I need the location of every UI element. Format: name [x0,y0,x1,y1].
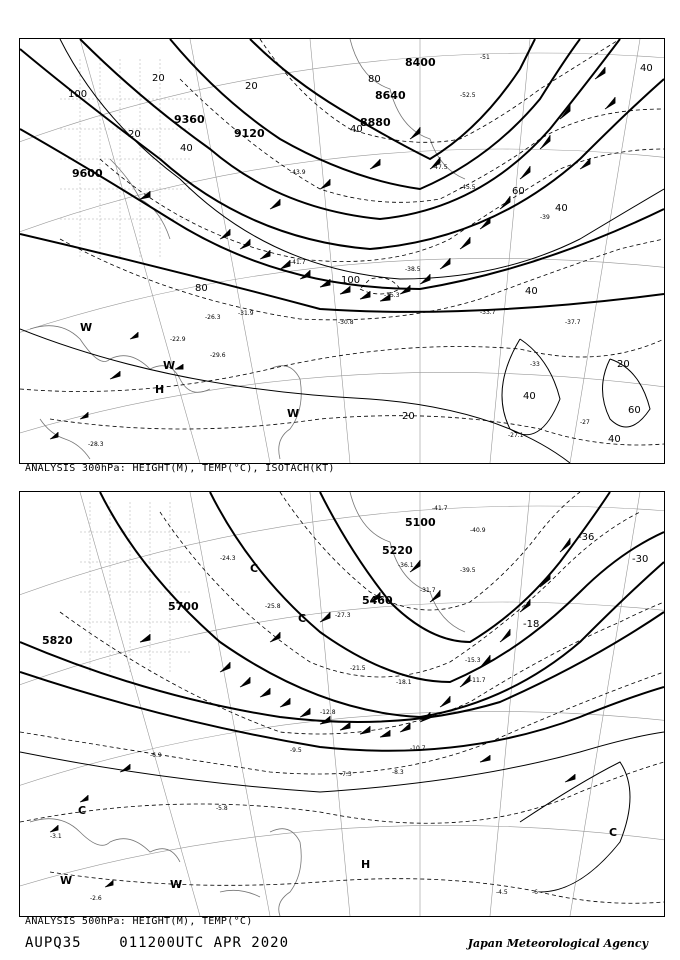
obs-temp: -29.6 [210,352,226,359]
obs-temp: -30.8 [338,319,354,326]
valid-time: 011200UTC APR 2020 [119,935,290,951]
isotach-label: 80 [195,283,208,294]
temp-contour-label-group [523,532,648,630]
obs-temp: -18.1 [396,679,412,686]
isotach-label: 20 [617,359,630,370]
height-contours [20,39,664,312]
obs-temp: -31.9 [238,310,254,317]
isotach-label: 60 [512,186,525,197]
cold-center: C [78,804,87,817]
obs-temp: -27.3 [335,612,351,619]
wind-barbs [50,67,615,439]
caption-500hpa: ANALYSIS 500hPa: HEIGHT(M), TEMP(°C) [25,916,253,927]
warm-center: W [60,874,73,887]
isotach-label: 40 [523,391,536,402]
height-label-5820: 5820 [42,634,73,647]
obs-temp: -40.9 [470,527,486,534]
obs-temp: -52.5 [460,92,476,99]
obs-temp: -12.8 [320,709,336,716]
isotach-label: 80 [368,74,381,85]
height-label-group [72,56,436,180]
obs-temp: -24.3 [220,555,236,562]
high-center: H [361,858,371,871]
isotach-label: 40 [525,286,538,297]
obs-temp: -11.7 [470,677,486,684]
obs-temp: -33 [530,361,540,368]
chart-code [25,935,289,951]
obs-temp: -27 [580,419,590,426]
obs-temp: -7.3 [340,771,352,778]
isotach-label: 60 [628,405,641,416]
agency-name: Japan Meteorological Agency [467,937,648,950]
wind-barbs [50,538,575,887]
isotach-label: 20 [128,129,141,140]
obs-temp: -5.8 [216,805,228,812]
height-label-9360: 9360 [174,113,205,126]
map-300hpa-svg [20,39,664,463]
isotach-label: 20 [245,81,258,92]
obs-temp: -28.3 [88,441,104,448]
warm-center: W [287,407,300,420]
warm-center: W [163,359,176,372]
caption-300hpa: ANALYSIS 300hPa: HEIGHT(M), TEMP(°C), ISOTACH(KT) [25,463,335,474]
obs-temp: -25.8 [265,603,281,610]
graticule [20,39,664,463]
product-code: AUPQ35 [25,935,82,951]
obs-temp: -33.7 [480,309,496,316]
obs-temp: -15.3 [465,657,481,664]
height-label-8400: 8400 [405,56,436,69]
obs-temp: -26.3 [205,314,221,321]
obs-temp: -39.5 [460,567,476,574]
height-label-5460: 5460 [362,594,393,607]
obs-temp: -39 [540,214,550,221]
obs-temp: -35.3 [384,292,400,299]
obs-temp: -2.6 [90,895,102,902]
obs-temp: -9.5 [290,747,302,754]
obs-temp: -47.5 [432,164,448,171]
obs-temp: -27.1 [508,432,524,439]
isotach-label: 40 [555,203,568,214]
height-label-8880: 8880 [360,116,391,129]
isotach-label: 40 [608,434,621,445]
obs-temp: -43.9 [290,169,306,176]
obs-temp: -41.7 [432,505,448,512]
temp-isotherms [20,39,664,445]
map-panel-300hpa [19,38,665,464]
cold-center: C [250,562,259,575]
obs-temp: -4.5 [496,889,508,896]
obs-temp: -41.7 [290,259,306,266]
pressure-center-group [80,321,299,420]
height-label-9600: 9600 [72,167,103,180]
obs-temp: -6.9 [150,752,162,759]
obs-temp: -45.5 [460,184,476,191]
height-label-9120: 9120 [234,127,265,140]
obs-temp: -22.9 [170,336,186,343]
isotach-label: 20 [402,411,415,422]
obs-temp: -21.5 [350,665,366,672]
warm-center: W [170,878,183,891]
isotach-label: 40 [350,124,363,135]
height-label-8640: 8640 [375,89,406,102]
height-label-5100: 5100 [405,516,436,529]
obs-temp: -6 [532,889,538,896]
obs-temp: -51 [480,54,490,61]
map-panel-500hpa [19,491,665,917]
obs-temp: -3.1 [50,833,62,840]
map-500hpa-svg [20,492,664,916]
hatch-area [80,502,190,672]
obs-temp: -8.3 [392,769,404,776]
obs-temp: -36.1 [398,562,414,569]
isotach-label: 100 [341,275,361,286]
coastline [30,39,465,459]
height-label-5700: 5700 [168,600,199,613]
isotach-label: 100 [68,89,88,100]
cold-center: C [298,612,307,625]
height-thin [20,732,664,892]
isotach-label: 40 [640,63,653,74]
warm-center: W [80,321,93,334]
obs-temp: -10.7 [410,745,426,752]
temp-contour-label: -36 [578,532,595,543]
obs-temp: -31.7 [420,587,436,594]
isotach-label: 40 [180,143,193,154]
isotach-label: 20 [152,73,165,84]
high-center: H [155,383,165,396]
obs-temp: -37.7 [565,319,581,326]
isotach-lines [20,39,664,463]
cold-center: C [609,826,618,839]
temp-contour-label: -30 [632,554,649,565]
temp-contour-label: -18 [523,619,540,630]
obs-temp: -38.5 [405,266,421,273]
height-label-5220: 5220 [382,544,413,557]
